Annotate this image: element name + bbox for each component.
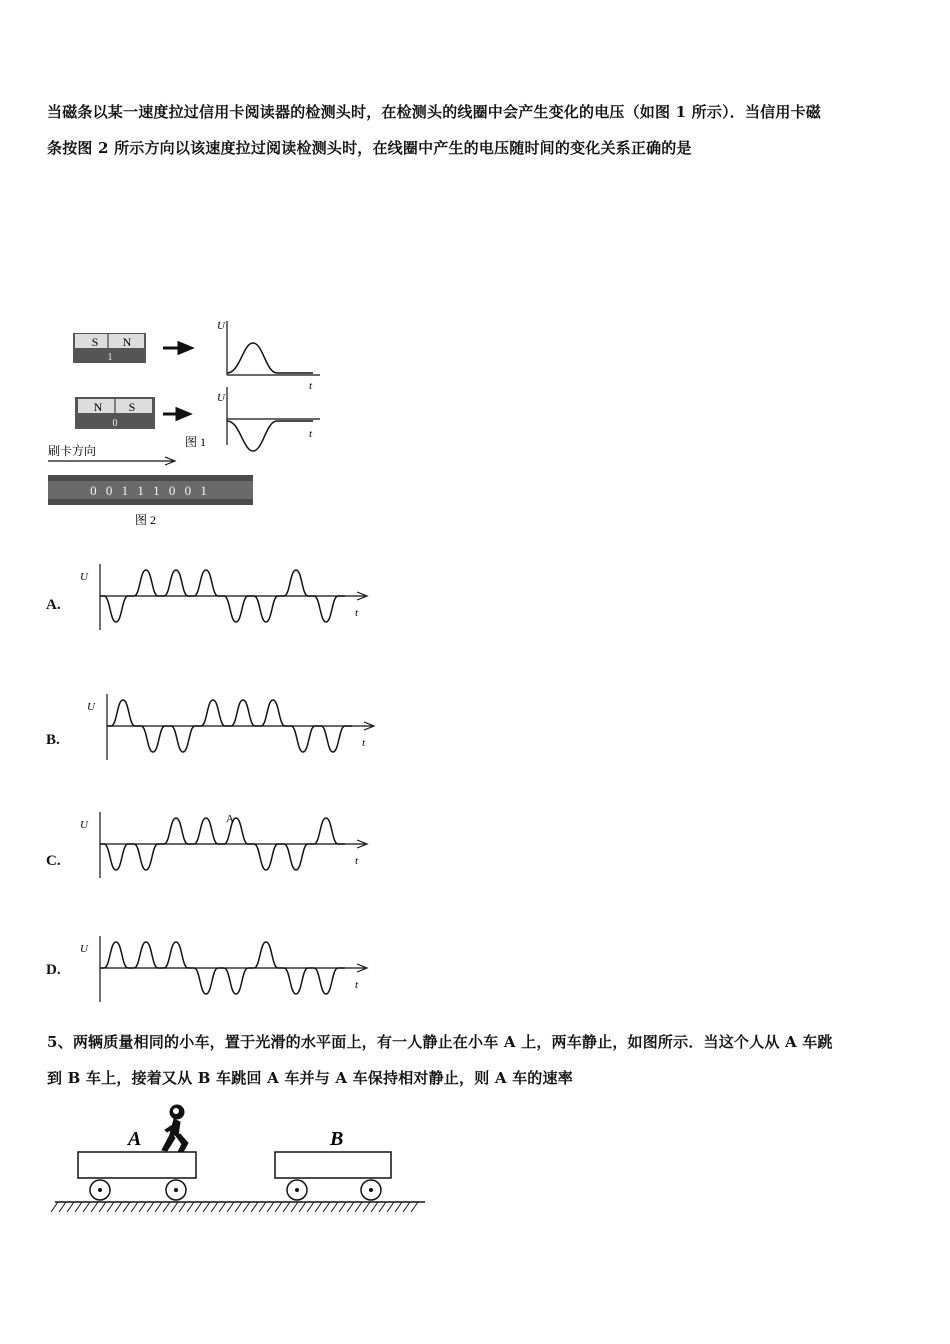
question-5-line-2: 到 B 车上，接着又从 B 车跳回 A 车并与 A 车保持相对静止，则 A 车的速率 [47, 1069, 573, 1087]
u-axis-label: U [80, 571, 88, 583]
magnet-1-left-pole: S [91, 335, 99, 349]
cart-b-label: B [330, 1128, 344, 1150]
arrow-right-icon [163, 409, 189, 419]
question-4-line-2: 条按图 2 所示方向以该速度拉过阅读检测头时，在线圈中产生的电压随时间的变化关系正确的是 [47, 139, 692, 157]
graph-1-t-axis-label: t [309, 380, 313, 392]
graph-2-u-axis-label: U [217, 392, 225, 404]
option-a-label: A. [46, 597, 61, 613]
cart-a-label: A [128, 1128, 142, 1150]
magnet-1-right-pole: N [122, 335, 132, 349]
option-b-label: B. [46, 732, 60, 748]
u-axis-label: U [87, 701, 95, 713]
cart-b [275, 1152, 391, 1178]
carts-figure [50, 1100, 430, 1220]
t-axis-label: t [362, 737, 366, 749]
option-d-label: D. [46, 962, 61, 978]
t-axis-label: t [355, 979, 359, 991]
figure-1-2 [45, 315, 345, 530]
u-axis-label: U [80, 819, 88, 831]
option-d-graph [75, 932, 375, 1002]
magnet-2-digit: 0 [112, 418, 118, 429]
swipe-direction-label: 刷卡方向 [48, 444, 97, 458]
arrow-right-icon [163, 343, 191, 353]
graph-1-curve [227, 343, 313, 373]
option-b-graph [82, 690, 382, 760]
graph-2-curve [227, 421, 313, 451]
question-4-text [47, 94, 907, 166]
t-axis-label: t [355, 855, 359, 867]
person-icon [162, 1105, 188, 1152]
graph-1-u-axis-label: U [217, 320, 225, 332]
magnet-1-digit: 1 [107, 352, 113, 363]
question-5-text [47, 1024, 907, 1096]
pulse-annotation: A [226, 813, 234, 825]
question-4-line-1: 当磁条以某一速度拉过信用卡阅读器的检测头时，在检测头的线圈中会产生变化的电压（如图 1 所示）．当信用卡磁 [47, 103, 821, 121]
magnet-2-left-pole: N [93, 400, 103, 414]
t-axis-label: t [355, 607, 359, 619]
option-c-label: C. [46, 853, 61, 869]
magnet-2-right-pole: S [128, 400, 136, 414]
card-strip-code: 0 0 1 1 1 0 0 1 [90, 483, 210, 498]
question-5-line-1: 5、两辆质量相同的小车，置于光滑的水平面上，有一人静止在小车 A 上，两车静止，如图所示．当这个人从 A 车跳 [47, 1033, 833, 1051]
option-c-graph [75, 808, 375, 888]
swipe-arrow-icon [48, 457, 175, 465]
graph-2-t-axis-label: t [309, 428, 313, 440]
cart-a [78, 1152, 196, 1178]
option-a-graph [75, 560, 375, 630]
u-axis-label: U [80, 943, 88, 955]
figure-2-caption: 图 2 [135, 513, 157, 527]
figure-1-caption: 图 1 [185, 435, 207, 449]
